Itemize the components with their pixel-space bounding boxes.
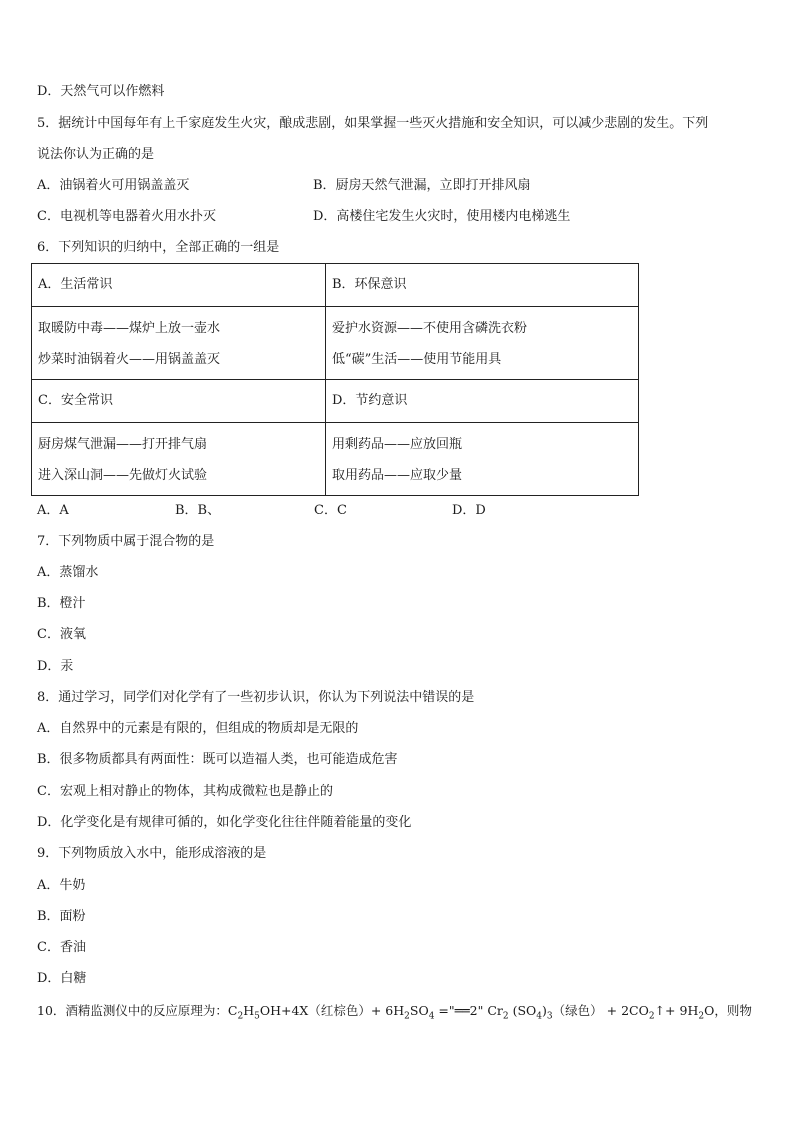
q10-sub-2: 5 (254, 1011, 260, 1022)
q4-option-d: D．天然气可以作燃料 (37, 84, 165, 99)
q10-text-3: OH+4X（红棕色）+ 6H (259, 1003, 405, 1018)
cell-c-line2: 进入深山洞——先做灯火试验 (38, 468, 208, 483)
q10-text-6: (SO (508, 1003, 537, 1018)
q5-option-a: A．油锅着火可用锅盖盖灭 (37, 178, 190, 193)
q10-sub-8: 2 (648, 1011, 655, 1022)
q9-option-b: B．面粉 (37, 909, 86, 924)
q10-sub-6: 4 (536, 1011, 543, 1022)
cell-c-body (32, 423, 326, 496)
q8-option-d: D．化学变化是有规律可循的，如化学变化往往伴随着能量的变化 (37, 815, 412, 830)
q9-stem: 9．下列物质放入水中，能形成溶液的是 (37, 846, 267, 861)
q10-text-7: ) (542, 1003, 547, 1018)
q7-option-c: C．液氧 (37, 627, 86, 642)
cell-b-line2: 低“碳”生活——使用节能用具 (332, 352, 502, 367)
cell-d-body (326, 423, 639, 496)
cell-d-head: D．节约意识 (326, 380, 639, 423)
q10-text-4: SO (409, 1003, 429, 1018)
q10-text-1: 10．酒精监测仪中的反应原理为：C (37, 1003, 238, 1018)
q6-option-d: D．D (452, 503, 486, 518)
q7-option-d: D．汞 (37, 659, 74, 674)
q10-sub-1: 2 (237, 1011, 244, 1022)
cell-d-line2: 取用药品——应取少量 (332, 468, 463, 483)
q10-sub-9: 2 (698, 1011, 705, 1022)
cell-a-line1: 取暖防中毒——煤炉上放一壶水 (38, 321, 221, 336)
q5-stem-line1: 5．据统计中国每年有上千家庭发生火灾，酿成悲剧，如果掌握一些灭火措施和安全知识，可以减少悲剧的发生。下列 (37, 116, 709, 131)
q6-option-b: B．B、 (175, 503, 221, 518)
q7-option-a: A．蒸馏水 (37, 565, 99, 580)
cell-b-line1: 爱护水资源——不使用含磷洗衣粉 (332, 321, 528, 336)
q5-option-b: B．厨房天然气泄漏，立即打开排风扇 (313, 178, 531, 193)
q8-option-b: B．很多物质都具有两面性：既可以造福人类，也可能造成危害 (37, 752, 398, 767)
q6-option-a: A．A (37, 503, 69, 518)
q8-option-a: A．自然界中的元素是有限的，但组成的物质却是无限的 (37, 721, 359, 736)
q10-sub-5: 2 (502, 1011, 509, 1022)
q6-option-c: C．C (314, 503, 347, 518)
q5-option-c: C．电视机等电器着火用水扑灭 (37, 209, 216, 224)
cell-d-line1: 用剩药品——应放回瓶 (332, 437, 463, 452)
q5-option-d: D．高楼住宅发生火灾时，使用楼内电梯逃生 (313, 209, 571, 224)
q9-option-d: D．白糖 (37, 971, 87, 986)
cell-a-head: A．生活常识 (32, 264, 326, 307)
q10-stem (37, 1001, 752, 1021)
q5-stem-line2: 说法你认为正确的是 (37, 147, 155, 162)
q10-text-8: （绿色） + 2CO (552, 1003, 649, 1018)
q7-option-b: B．橙汁 (37, 596, 86, 611)
q10-text-10: O，则物 (704, 1003, 752, 1018)
q8-option-c: C．宏观上相对静止的物体，其构成微粒也是静止的 (37, 784, 333, 799)
cell-b-head: B．环保意识 (326, 264, 639, 307)
cell-a-line2: 炒菜时油锅着火——用锅盖盖灭 (38, 352, 221, 367)
cell-c-head: C．安全常识 (32, 380, 326, 423)
cell-b-body (326, 307, 639, 380)
q10-text-5: ="══2" Cr (434, 1003, 503, 1018)
q10-text-2: H (243, 1003, 255, 1018)
cell-a-body (32, 307, 326, 380)
q8-stem: 8．通过学习，同学们对化学有了一些初步认识，你认为下列说法中错误的是 (37, 690, 475, 705)
q10-sub-7: 3 (546, 1011, 553, 1022)
q7-stem: 7．下列物质中属于混合物的是 (37, 534, 215, 549)
q10-text-9: ↑+ 9H (654, 1003, 699, 1018)
q10-sub-4: 4 (428, 1011, 435, 1022)
q10-sub-3: 2 (404, 1011, 410, 1022)
q9-option-c: C．香油 (37, 940, 86, 955)
q9-option-a: A．牛奶 (37, 878, 86, 893)
q6-stem: 6．下列知识的归纳中，全部正确的一组是 (37, 240, 280, 255)
cell-c-line1: 厨房煤气泄漏——打开排气扇 (38, 437, 208, 452)
knowledge-table (31, 263, 639, 496)
